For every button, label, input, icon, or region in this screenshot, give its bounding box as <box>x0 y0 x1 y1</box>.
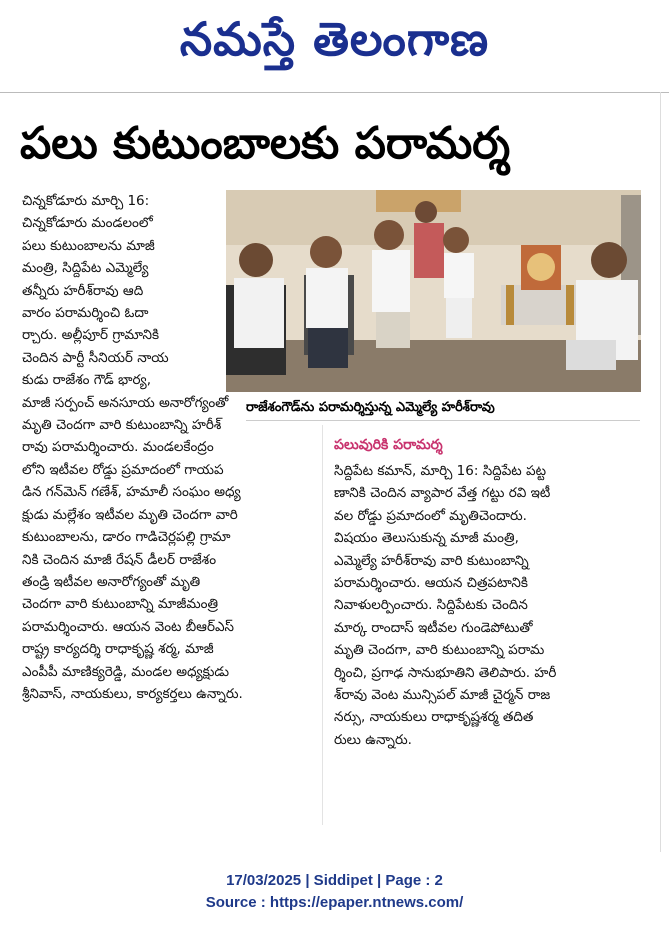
article-line: మాజీ సర్పంచ్ అనసూయ అనారోగ్యంతో <box>22 394 229 411</box>
article-line: సిద్దిపేట కమాన్, మార్చి 16: సిద్దిపేట పట్ట <box>334 463 547 479</box>
article-line: కుటుంబాలను, డారం గాడిచెర్లపల్లి గ్రామా <box>22 529 231 546</box>
news-photo <box>226 190 641 392</box>
article-line: మృతి చెందగా, వారి కుటుంబాన్ని పరామ <box>334 642 545 659</box>
article-line: ర్శించి, ప్రగాఢ సానుభూతిని తెలిపారు. హరీ <box>334 664 557 681</box>
article-line: మార్క రాందాస్ ఇటీవల గుండెపోటుతో <box>334 619 533 636</box>
article-line: మృతి చెందగా వారి కుటుంబాన్ని హరీశ్ <box>22 417 222 434</box>
article-line: రావు పరామర్శించారు. మండలకేంద్రం <box>22 439 214 456</box>
article-line: తన్నీరు హరీశ్‌రావు ఆది <box>22 282 144 299</box>
article-headline: పలు కుటుంబాలకు పరామర్శ <box>20 118 511 169</box>
article-line: తండ్రి ఇటీవల అనారోగ్యంతో మృతి <box>22 573 201 590</box>
photo-illustration <box>226 190 641 392</box>
article-line: కుడు రాజేశం గౌడ్ భార్య, <box>22 372 151 389</box>
article-line: పలు కుటుంబాలను మాజీ <box>22 237 155 254</box>
sub-article-headline: పలువురికి పరామర్శ <box>334 437 443 453</box>
column-divider <box>322 425 323 825</box>
article-line: మంత్రి, సిద్దిపేట ఎమ్మెల్యే <box>22 260 149 277</box>
article-line: పరామర్శించారు. ఆయన వెంట బీఆర్‌ఎస్ <box>22 618 235 635</box>
article-line: చిన్నకోడూరు మార్చి 16: <box>22 193 150 209</box>
article-line: శ్‌రావు వెంట మున్సిపల్ మాజీ చైర్మన్ రాజ <box>334 687 551 704</box>
article-line: శ్రీనివాస్, నాయకులు, కార్యకర్తలు ఉన్నారు. <box>22 685 243 702</box>
article-line: పరామర్శించారు. ఆయన చిత్రపటానికి <box>334 575 528 592</box>
article-line: రాష్ట్ర కార్యదర్శి రాధాకృష్ణ శర్మ, మాజీ <box>22 641 214 658</box>
article-line: ఎమ్మెల్యే హరీశ్‌రావు వారి కుటుంబాన్ని <box>334 552 529 569</box>
article-line: నివాళులర్పించారు. సిద్దిపేటకు చెందిన <box>334 597 528 614</box>
article-line: ర్చారు. అల్లీపూర్ గ్రామానికి <box>22 327 160 344</box>
footer-source-link[interactable]: Source : https://epaper.ntnews.com/ <box>205 894 464 911</box>
masthead-divider <box>0 92 669 93</box>
article-line: రులు ఉన్నారు. <box>334 731 412 748</box>
article-line: క్షుడు మల్లేశం ఇటీవల మృతి చెందగా వారి <box>22 506 238 523</box>
article-line: వల రోడ్డు ప్రమాదంలో మృతిచెందారు. <box>334 507 527 524</box>
article-line: నర్సు, నాయకులు రాధాకృష్ణశర్మ తదిత <box>334 709 534 726</box>
article-line: ఎంపీపీ మాణిక్యరెడ్డి, మండల అధ్యక్షుడు <box>22 663 230 680</box>
article-line: చిన్నకోడూరు మండలంలో <box>22 215 153 232</box>
article-line: నికి చెందిన మాజీ రేషన్ డీలర్ రాజేశం <box>22 551 217 568</box>
photo-caption: రాజేశంగౌడ్‌ను పరామర్శిస్తున్న ఎమ్మెల్యే హరీశ్‌రావు <box>246 396 640 421</box>
article-line: ణానికి చెందిన వ్యాపార వేత్త గట్టు రవి ఇటీ <box>334 485 551 502</box>
masthead-title: నమస్తే తెలంగాణ <box>179 12 490 66</box>
article-line: విషయం తెలుసుకున్న మాజీ మంత్రి, <box>334 530 519 547</box>
footer-date-edition: 17/03/2025 | Siddipet | Page : 2 <box>226 872 443 889</box>
article-line: లోని ఇటీవల రోడ్డు ప్రమాదంలో గాయప <box>22 461 224 478</box>
article-line: డిన గన్‌మెన్ గణేశ్, హమాలీ సంఘం అధ్య <box>22 484 241 501</box>
article-line: వారం పరామర్శించి ఓదా <box>22 305 149 322</box>
article-line: చెందగా వారి కుటుంబాన్ని మాజీమంత్రి <box>22 596 219 613</box>
page-edge-rule <box>660 92 661 852</box>
article-line: చెందిన పార్టీ సీనియర్ నాయ <box>22 349 169 366</box>
right-column <box>334 460 640 751</box>
